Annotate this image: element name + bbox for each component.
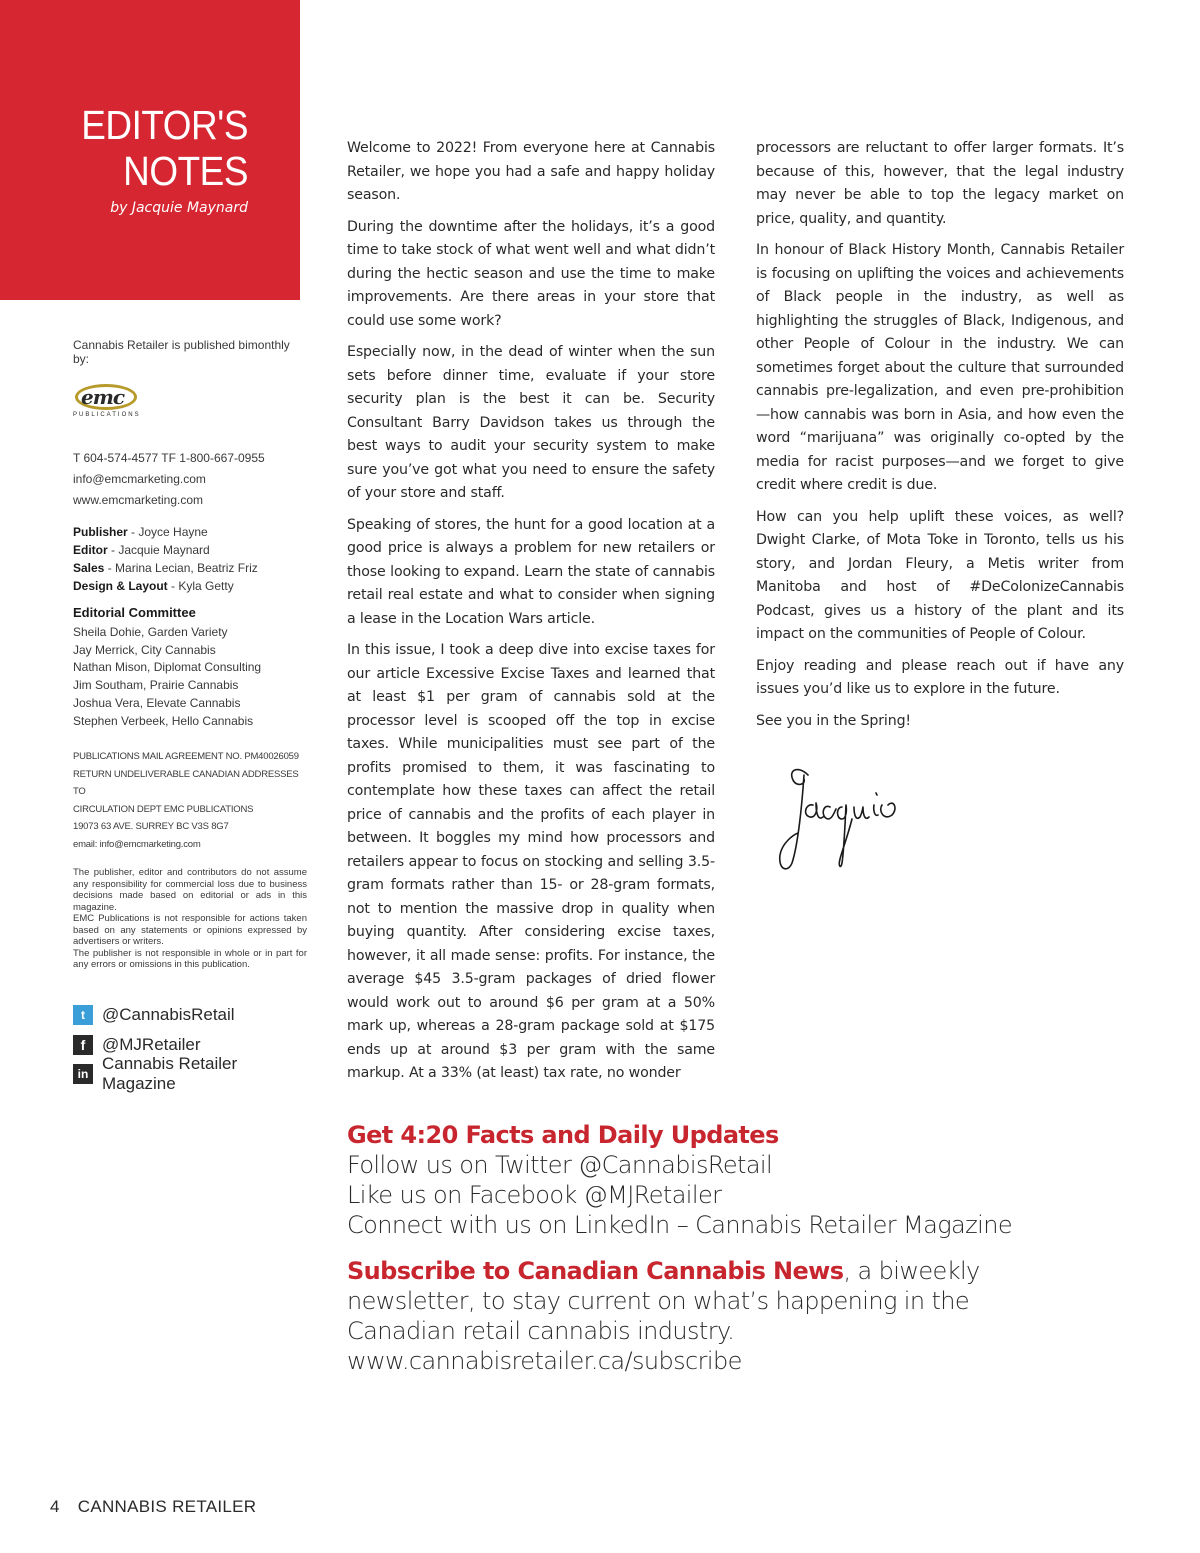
page-title bbox=[32, 102, 248, 194]
disclaimer-line: EMC Publications is not responsible for actions taken based on any statements or opinions expressed by advertisers or writers. bbox=[73, 913, 307, 948]
promo-heading: Get 4:20 Facts and Daily Updates bbox=[347, 1121, 779, 1149]
email-link[interactable]: info@emcmarketing.com bbox=[73, 472, 206, 486]
social-linkedin[interactable] bbox=[73, 1054, 307, 1094]
article-column-1 bbox=[347, 137, 715, 1094]
disclaimer-line: The publisher is not responsible in whole or in part for any errors or omissions in this publication. bbox=[73, 947, 307, 971]
title-line-1: EDITOR'S bbox=[81, 102, 248, 148]
signature bbox=[768, 755, 918, 885]
promo-block bbox=[347, 1120, 1127, 1376]
subscribe-line bbox=[347, 1256, 1127, 1286]
promo-facebook-line[interactable]: Like us on Facebook @MJRetailer bbox=[347, 1181, 722, 1209]
article-paragraph: Enjoy reading and please reach out if have any issues you’d like us to explore in the future. bbox=[756, 657, 1124, 697]
staff-row: Publisher - Joyce Hayne bbox=[73, 525, 208, 539]
committee-member: Jay Merrick, City Cannabis bbox=[73, 642, 216, 657]
staff-row: Sales - Marina Lecian, Beatriz Friz bbox=[73, 561, 258, 575]
promo-linkedin-line[interactable]: Connect with us on LinkedIn – Cannabis Retailer Magazine bbox=[347, 1211, 1012, 1239]
social-label: @CannabisRetail bbox=[102, 1005, 235, 1025]
social-twitter[interactable] bbox=[73, 1001, 307, 1031]
website-link[interactable]: www.emcmarketing.com bbox=[73, 493, 204, 507]
postal-line: CIRCULATION DEPT EMC PUBLICATIONS bbox=[73, 803, 254, 815]
disclaimer-line: The publisher, editor and contributors do not assume any responsibility for commercial loss due to business decisions made based on editorial or ads in this magazine. bbox=[73, 867, 307, 913]
postal-info bbox=[73, 748, 307, 853]
emc-logo bbox=[73, 382, 307, 422]
byline: by Jacquie Maynard bbox=[110, 200, 248, 216]
article-paragraph: How can you help uplift these voices, as well? Dwight Clarke, of Mota Toke in Toronto, tells us his story, and Jordan Fleury, a Metis writer from Manitoba and host of #DeColonizeCannabis Podcast, gives us a history of the plant and its impact on the communities of People of Colour. bbox=[756, 508, 1124, 642]
social-label: Cannabis Retailer Magazine bbox=[102, 1054, 238, 1094]
postal-line: PUBLICATIONS MAIL AGREEMENT NO. PM40026059 bbox=[73, 751, 299, 763]
logo-text: emc bbox=[81, 385, 125, 409]
contact-info bbox=[73, 448, 307, 511]
page-number: 4 bbox=[50, 1497, 60, 1516]
linkedin-icon: in bbox=[73, 1064, 93, 1084]
committee-heading: Editorial Committee bbox=[73, 605, 196, 620]
subscribe-heading: Subscribe to Canadian Cannabis News bbox=[347, 1257, 844, 1285]
disclaimer bbox=[73, 867, 307, 971]
social-label: @MJRetailer bbox=[102, 1034, 201, 1054]
postal-line: RETURN UNDELIVERABLE CANADIAN ADDRESSES TO bbox=[73, 768, 299, 798]
postal-line: 19073 63 AVE. SURREY BC V3S 8G7 bbox=[73, 821, 229, 833]
title-block bbox=[0, 0, 300, 300]
article-paragraph: In this issue, I took a deep dive into excise taxes for our article Excessive Excise Taxes and learned that at least $1 per gram of cannabis sold at the processor level is scooped off the top in excise taxes. While municipalities must see part of the profits promised to them, it was fascinating to contemplate how these taxes can affect the retail price of cannabis and the profits of each player in between. It boggles my mind how processors and retailers appear to focus on stocking and selling 3.5-gram formats rather than 15- or 28-gram formats, not to mention the massive drop in quality when buying quantity. After considering excise taxes, however, it all made sense: profits. For instance, the average $45 3.5-gram packages of dried flower would work out to around $6 per gram at a 50% mark up, whereas a 28-gram package sold at $175 ends up at around $3 per gram with the same markup. At a 33% (at least) tax rate, no wonder bbox=[347, 642, 715, 1081]
article-paragraph: See you in the Spring! bbox=[756, 712, 911, 729]
article-paragraph: Welcome to 2022! From everyone here at Cannabis Retailer, we hope you had a safe and happy holiday season. bbox=[347, 140, 715, 203]
logo-subtext: PUBLICATIONS bbox=[73, 412, 141, 418]
published-by: Cannabis Retailer is published bimonthly by: bbox=[73, 338, 290, 366]
subscribe-rest: , a biweekly bbox=[843, 1257, 980, 1285]
article-column-2 bbox=[756, 137, 1124, 741]
committee-member: Sheila Dohie, Garden Variety bbox=[73, 625, 228, 639]
postal-line: email: info@emcmarketing.com bbox=[73, 838, 201, 850]
magazine-name: CANNABIS RETAILER bbox=[77, 1497, 257, 1516]
phone: T 604-574-4577 TF 1-800-667-0955 bbox=[73, 451, 265, 465]
promo-spacer bbox=[347, 1240, 1127, 1256]
committee-list bbox=[73, 624, 307, 730]
twitter-icon: t bbox=[73, 1005, 93, 1025]
staff-row: Editor - Jacquie Maynard bbox=[73, 543, 210, 557]
masthead-sidebar bbox=[73, 338, 307, 1094]
staff-list bbox=[73, 523, 307, 595]
subscribe-line: newsletter, to stay current on what’s happening in the bbox=[347, 1287, 970, 1315]
committee-member: Jim Southam, Prairie Cannabis bbox=[73, 678, 239, 693]
article-paragraph: Speaking of stores, the hunt for a good location at a good price is always a problem for new retailers or those looking to expand. Learn the state of cannabis retail real estate and what to consider when signing a lease in the Location Wars article. bbox=[347, 516, 715, 627]
committee-member: Joshua Vera, Elevate Cannabis bbox=[73, 695, 241, 710]
article-paragraph: During the downtime after the holidays, it’s a good time to take stock of what went well and what didn’t during the hectic season and use the time to make improvements. Are there areas in your store that could use some work? bbox=[347, 218, 715, 329]
promo-twitter-line[interactable]: Follow us on Twitter @CannabisRetail bbox=[347, 1151, 773, 1179]
title-line-2: NOTES bbox=[123, 148, 248, 194]
page-footer bbox=[50, 1497, 256, 1517]
subscribe-url[interactable]: www.cannabisretailer.ca/subscribe bbox=[347, 1347, 742, 1375]
article-paragraph: processors are reluctant to offer larger formats. It’s because of this, however, that the legal industry may never be able to top the legacy market on price, quality, and quantity. bbox=[756, 140, 1124, 227]
committee-member: Nathan Mison, Diplomat Consulting bbox=[73, 660, 262, 675]
article-paragraph: Especially now, in the dead of winter when the sun sets before dinner time, evaluate if your store security plan is the best it can be. Security Consultant Barry Davidson takes us through the best ways to audit your security system to make sure you’ve got what you need to ensure the safety of your store and staff. bbox=[347, 344, 715, 501]
subscribe-line: Canadian retail cannabis industry. bbox=[347, 1317, 735, 1345]
article-paragraph: In honour of Black History Month, Cannabis Retailer is focusing on uplifting the voices and achievements of Black people in the industry, as well as highlighting the struggles of Black, Indigenous, and other People of Colour in the industry. We can sometimes forget about the culture that surrounded cannabis pre-legalization, and even pre-prohibition—how cannabis was born in Asia, and how even the word “marijuana” was originally co-opted by the media for racist purposes—and we forget to give credit where credit is due. bbox=[756, 242, 1124, 493]
staff-row: Design & Layout - Kyla Getty bbox=[73, 579, 234, 593]
committee-member: Stephen Verbeek, Hello Cannabis bbox=[73, 713, 254, 728]
facebook-icon: f bbox=[73, 1035, 93, 1055]
social-links bbox=[73, 1001, 307, 1094]
